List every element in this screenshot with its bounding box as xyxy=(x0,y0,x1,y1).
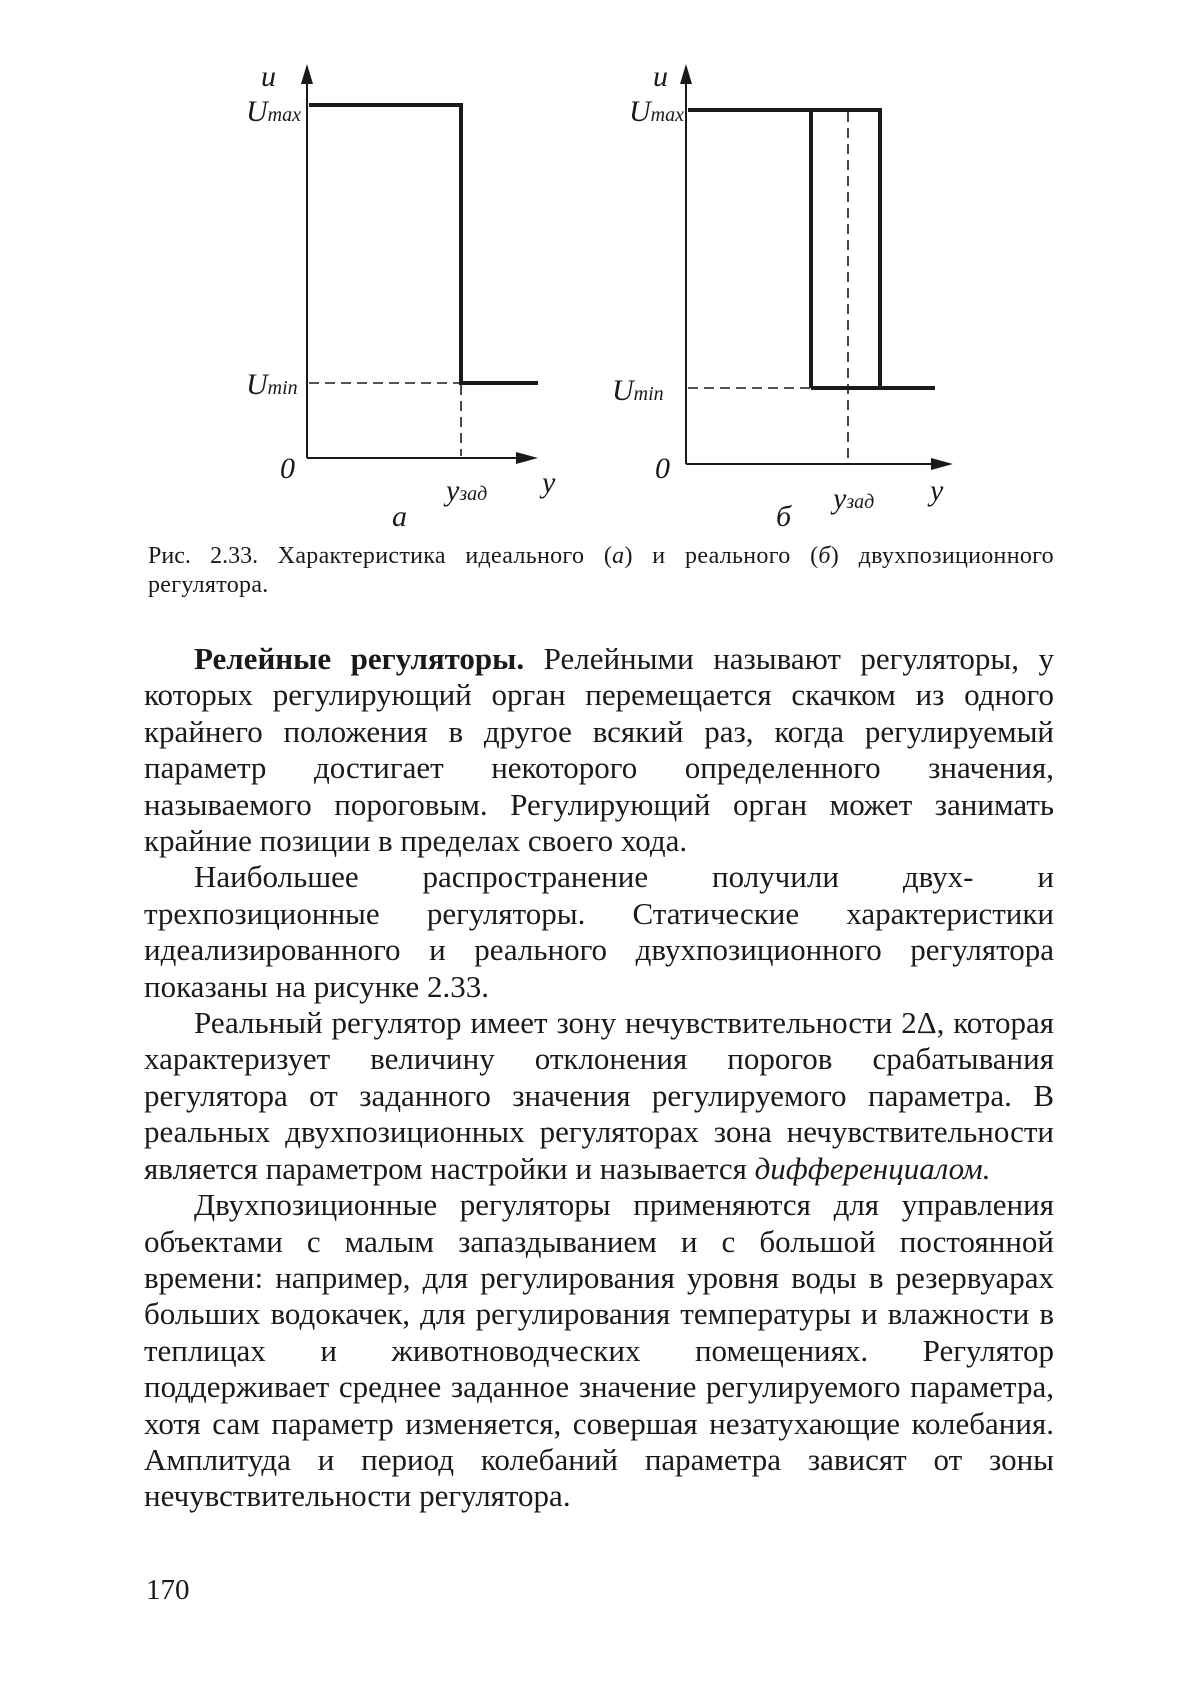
panel-a-umax-label: Umax xyxy=(246,95,301,128)
paragraph-3-text: Реальный регулятор имеет зону нечувствительности 2Δ, которая характеризует величину отклонения порогов срабатывания регулятора от заданного значения регулируемого параметра. В реальных двухпозиционных регуляторах зона нечувствительности является параметром настройки и называется xyxy=(144,1005,1054,1186)
panel-b xyxy=(612,60,953,533)
panel-b-y-arrow xyxy=(680,64,692,84)
paragraph-2: Наибольшее распространение получили двух- и трехпозиционные регуляторы. Статические характеристики идеализированного и реального двухпозиционного регулятора показаны на рисунке 2.33. xyxy=(144,859,1054,1004)
panel-b-setpoint-label: yзад xyxy=(833,482,875,515)
panel-b-x-axis-label: y xyxy=(930,474,944,507)
paragraph-3 xyxy=(144,1005,1054,1187)
panel-a xyxy=(246,60,556,533)
caption-text-1: Характеристика идеального ( xyxy=(277,543,613,569)
panel-b-origin-label: 0 xyxy=(655,452,670,485)
panel-b-umax-label: Umax xyxy=(629,95,684,128)
paragraph-3-term: дифференциалом. xyxy=(754,1150,991,1186)
panel-a-y-axis-label: u xyxy=(261,60,276,93)
panel-a-umin-label: Umin xyxy=(246,368,298,401)
caption-letter-b: б xyxy=(818,543,831,569)
panel-a-x-arrow xyxy=(516,452,538,464)
paragraph-1-heading: Релейные регуляторы. xyxy=(194,641,525,676)
figure-2-33 xyxy=(0,0,1188,540)
paragraph-1-text: Релейными называют регуляторы, у которых регулирующий орган перемещается скачком из одного крайнего положения в другое всякий раз, когда регулируемый параметр достигает некоторого определенного значения, называемого пороговым. Регулирующий орган может занимать крайние позиции в пределах своего хода. xyxy=(144,641,1054,859)
panel-a-setpoint-label: yзад xyxy=(446,474,488,507)
body-text xyxy=(144,641,1054,1515)
panel-a-x-axis-label: y xyxy=(542,466,556,499)
page-number: 170 xyxy=(146,1574,190,1606)
panel-a-origin-label: 0 xyxy=(280,452,295,485)
panel-b-x-arrow xyxy=(931,458,953,470)
figure-number: Рис. 2.33. xyxy=(148,543,259,569)
figure-caption xyxy=(148,542,1054,600)
panel-a-characteristic xyxy=(309,105,538,383)
panel-a-caption-letter: а xyxy=(392,500,407,533)
paragraph-1 xyxy=(144,641,1054,859)
paragraph-4: Двухпозиционные регуляторы применяются для управления объектами с малым запаздыванием и с большой постоянной времени: например, для регулирования уровня воды в резервуарах больших водокачек, для регулирования температуры и влажности в теплицах и животноводческих помещениях. Регулятор поддерживает среднее заданное значение регулируемого параметра, хотя сам параметр изменяется, совершая незатухающие колебания. Амплитуда и период колебаний параметра зависят от зоны нечувствительности регулятора. xyxy=(144,1187,1054,1514)
panel-b-y-axis-label: u xyxy=(653,60,668,93)
caption-text-2: ) и реального ( xyxy=(624,543,819,569)
panel-a-y-arrow xyxy=(301,64,313,84)
caption-letter-a: а xyxy=(612,543,625,569)
panel-b-caption-letter: б xyxy=(776,500,792,533)
caption-text-3: ) двухпозиционного регулятора. xyxy=(148,543,1054,598)
panel-b-umin-label: Umin xyxy=(612,374,664,407)
